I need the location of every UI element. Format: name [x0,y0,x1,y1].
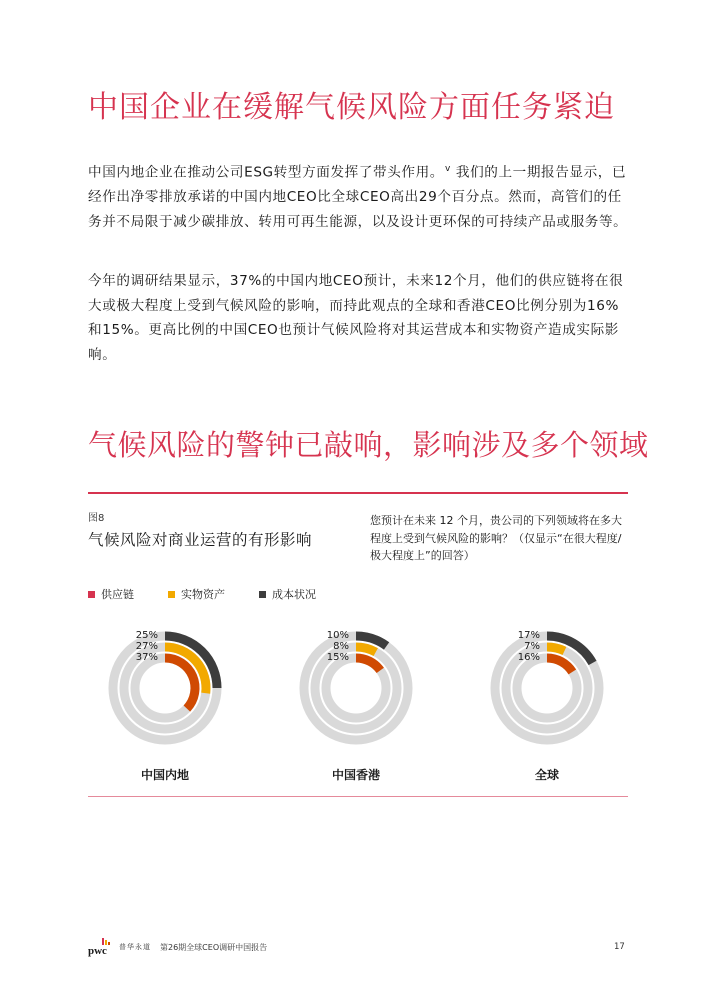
figure-label: 图8 [88,513,105,524]
survey-question: 您预计在未来 12 个月，贵公司的下列领域将在多大程度上受到气候风险的影响？（仅显示“在很大程度/极大程度上”的回答） [370,514,622,562]
donut-arc-assets [547,647,564,651]
footnote-ref[interactable]: v [445,164,451,174]
section-heading-1: 中国企业在缓解气候风险方面任务紧迫 [88,90,615,125]
figure-title: 气候风险对商业运营的有形影响 [88,531,313,549]
section-heading-2: 气候风险的警钟已敲响，影响涉及多个领域 [88,428,649,462]
legend-swatch [168,591,175,598]
donut-chart [100,623,230,753]
paragraph-1 [88,157,628,234]
donut-value-label: 15% [326,652,349,663]
paragraph-2: 今年的调研结果显示，37%的中国内地CEO预计，未来12个月，他们的供应链将在很大或极大程度上受到气候风险的影响，而持此观点的全球和香港CEO比例分别为16%和15%。更高比例的中国CEO也预计气候风险将对其运营成本和实物资产造成实际影响。 [88,273,624,363]
donut-panel-label: 中国内地 [140,768,189,782]
legend-item-cost [259,586,316,602]
legend-label: 实物资产 [181,588,225,601]
legend-swatch [259,591,266,598]
legend-label: 成本状况 [272,588,316,601]
legend-item-physical-assets [168,586,225,602]
legend-label: 供应链 [101,588,134,601]
donut-panel-label: 全球 [534,768,559,782]
donut-value-label: 25% [135,630,158,641]
donut-value-label: 7% [524,641,540,652]
donut-value-label: 16% [517,652,540,663]
donut-arc-supply-chain [165,658,195,709]
donut-panel-label: 中国香港 [331,768,380,782]
figure-top-rule [88,492,628,494]
figure-bottom-rule [88,796,628,797]
donut-arc-supply-chain [547,658,572,672]
legend-item-supply-chain [88,586,134,602]
paragraph-1-text-b: 我们的上一期报告显示，已经作出净零排放承诺的中国内地CEO比全球CEO高出29个百分点。然而，高管们的任务并不局限于减少碳排放、转用可再生能源，以及设计更环保的可持续产品或服务等。 [88,164,628,230]
legend-swatch [88,591,95,598]
donut-arc-supply-chain [356,658,380,670]
pwc-logo [88,938,116,958]
donut-value-label: 10% [326,630,349,641]
donut-value-label: 37% [135,652,158,663]
footer-report-title: 第26期全球CEO调研中国报告 [160,943,268,952]
donut-chart [291,623,421,753]
donut-arc-assets [356,647,376,652]
paragraph-1-text-a: 中国内地企业在推动公司ESG转型方面发挥了带头作用。 [88,164,445,181]
donut-value-label: 8% [333,641,349,652]
donut-value-label: 27% [135,641,158,652]
pwc-logo-text: pwc [88,945,107,957]
donut-value-label: 17% [517,630,540,641]
footer-brand: 普华永道 [119,943,151,951]
chart-legend [88,586,316,602]
donut-chart [482,623,612,753]
page-number: 17 [614,942,625,952]
